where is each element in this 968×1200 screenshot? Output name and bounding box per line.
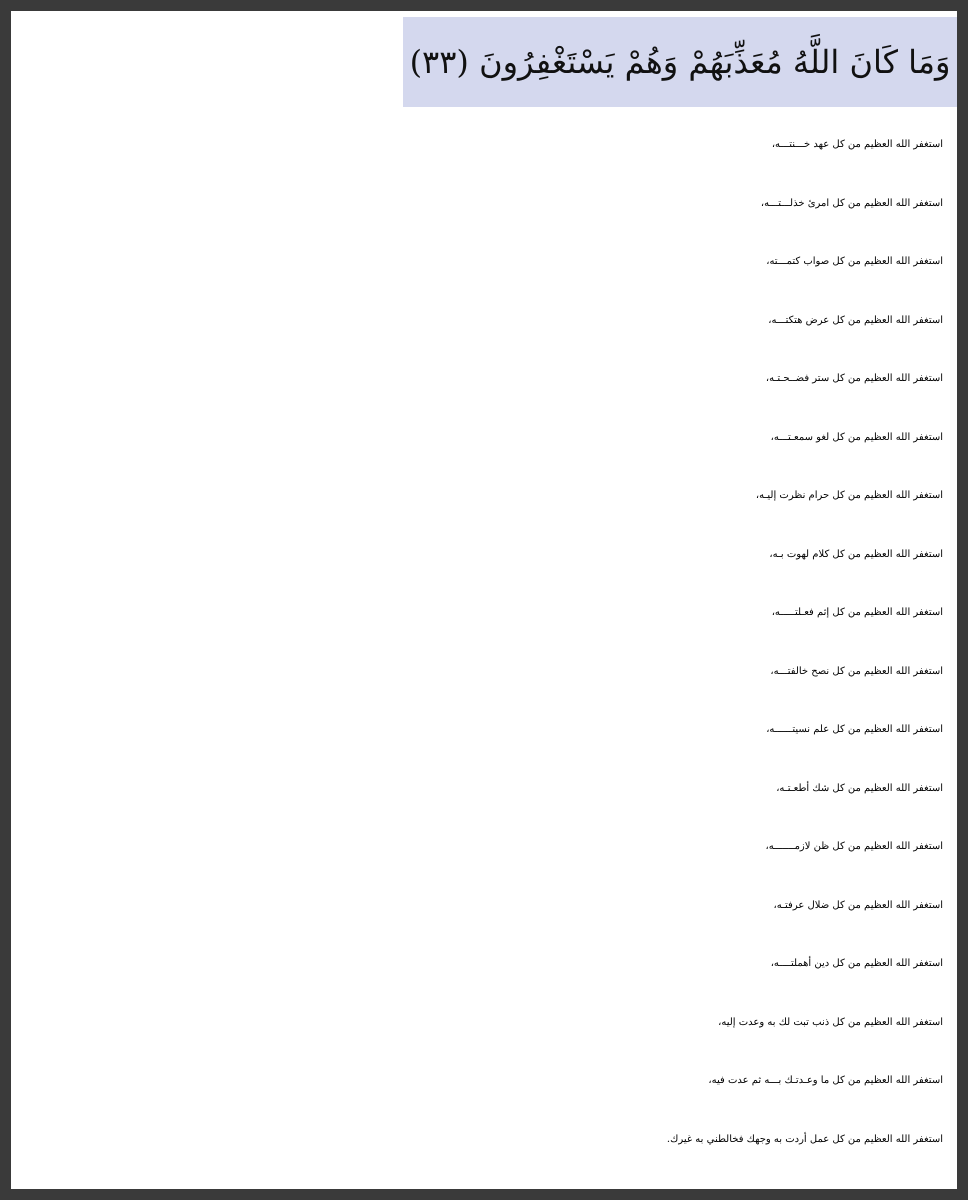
istighfar-line-1: استغفر الله العظيم من كل عهد خـــنتـــه، [771,139,943,150]
istighfar-line-5: استغفر الله العظيم من كل ستر فضــحـتـه، [765,373,943,384]
istighfar-line-17: استغفر الله العظيم من كل ما وعـدتـك بـــه ثم عدت فيه، [708,1075,943,1086]
istighfar-line-7: استغفر الله العظيم من كل حرام نظرت إليـه، [755,490,943,501]
istighfar-line-18: استغفر الله العظيم من كل عمل أردت به وجهك فخالطني به غيرك. [666,1133,943,1145]
quran-verse: وَمَا كَانَ اللَّهُ مُعَذِّبَهُمْ وَهُمْ يَسْتَغْفِرُونَ (٣٣) [409,43,951,81]
istighfar-line-12: استغفر الله العظيم من كل شك أطعـتـه، [776,782,943,794]
istighfar-line-8: استغفر الله العظيم من كل كلام لهوت بـه، [769,548,943,560]
verse-highlight-box [403,17,957,107]
document-page [11,11,957,1189]
istighfar-list [23,116,943,1169]
istighfar-line-10: استغفر الله العظيم من كل نصح خالفتـــه، [770,665,943,677]
istighfar-line-9: استغفر الله العظيم من كل إثم فعـلتـــــه، [771,607,943,618]
istighfar-line-4: استغفر الله العظيم من كل عرض هتكتـــه، [768,314,943,326]
istighfar-line-11: استغفر الله العظيم من كل علم نسيتــــــه، [766,724,943,735]
istighfar-line-14: استغفر الله العظيم من كل ضلال عرفتـه، [773,899,943,911]
istighfar-line-15: استغفر الله العظيم من كل دين أهملتــــه، [770,958,943,969]
istighfar-line-13: استغفر الله العظيم من كل ظن لازمـــــــه، [765,841,943,852]
istighfar-line-3: استغفر الله العظيم من كل صواب كتمـــته، [766,256,943,267]
istighfar-line-6: استغفر الله العظيم من كل لغو سمعـتـــه، [770,431,943,443]
istighfar-line-2: استغفر الله العظيم من كل امرئ خذلـــتـــه، [760,197,943,209]
istighfar-line-16: استغفر الله العظيم من كل ذنب تبت لك به وعدت إليه، [718,1016,943,1028]
